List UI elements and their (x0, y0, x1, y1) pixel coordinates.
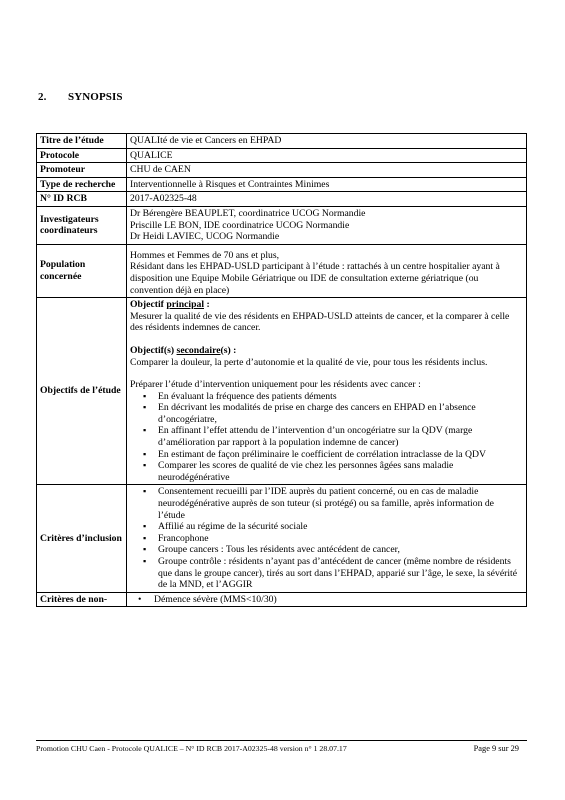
inclusion-list (130, 486, 523, 590)
heading-prefix: Objectif (130, 299, 167, 311)
label-promoteur: Promoteur (37, 163, 127, 178)
list-item: ▪ En estimant de façon préliminaire le coefficient de corrélation intraclasse de la QDV (130, 449, 523, 461)
preparer-text: Préparer l’étude d’intervention uniquement pour les résidents avec cancer : (130, 379, 421, 391)
investigateur-line: Dr Heidi LAVIEC, UCOG Normandie (130, 231, 280, 243)
list-item: ▪ En affinant l’effet attendu de l’intervention d’un oncogériatre sur la QDV (marge d’amélioration par rapport à la population indemne de cancer) (130, 425, 523, 448)
objectif-principal-heading (130, 299, 523, 311)
row-objectifs (37, 298, 527, 485)
value-type: Interventionnelle à Risques et Contraintes Minimes (127, 177, 527, 192)
page-footer (36, 740, 527, 753)
population-line: Hommes et Femmes de 70 ans et plus, (130, 249, 280, 261)
spacer (130, 334, 523, 345)
label-idrcb: N° ID RCB (37, 192, 127, 207)
value-objectifs (127, 298, 527, 485)
value-promoteur: CHU de CAEN (127, 163, 527, 178)
row-type (37, 177, 527, 192)
heading-underlined: secondaire (176, 344, 221, 356)
heading-suffix: : (204, 299, 210, 311)
label-objectifs: Objectifs de l’étude (37, 298, 127, 485)
synopsis-table (36, 133, 527, 607)
investigateur-line: Priscille LE BON, IDE coordinatrice UCOG Normandie (130, 219, 350, 231)
label-type: Type de recherche (37, 177, 127, 192)
spacer (130, 368, 523, 379)
label-protocole: Protocole (37, 148, 127, 163)
section-number: 2. (38, 91, 47, 103)
list-item: ▪ Groupe contrôle : résidents n’ayant pas d’antécédent de cancer (même nombre de résidents que dans le groupe cancer), tirés au sort dans l’EHPAD, apparié sur l’âge, le sexe, la sévérité de la MND, et l’AGGIR (130, 556, 523, 591)
population-line: Résidant dans les EHPAD-USLD participant à l’étude : rattachés à un centre hospitalier ayant à disposition une Equipe Mobile Gériatrique ou IDE de consultation externe gériatrique (ou convention déjà en place) (130, 261, 500, 296)
list-item: ▪ Affilié au régime de la sécurité sociale (130, 521, 523, 533)
non-inclusion-list (130, 594, 523, 606)
value-titre: QUALIté de vie et Cancers en EHPAD (127, 134, 527, 149)
value-idrcb: 2017-A02325-48 (127, 192, 527, 207)
value-non-inclusion (127, 592, 527, 607)
label-population: Population concernée (37, 244, 127, 297)
row-protocole (37, 148, 527, 163)
label-inclusion: Critères d’inclusion (37, 485, 127, 592)
row-non-inclusion (37, 592, 527, 607)
section-title: SYNOPSIS (68, 91, 123, 103)
row-idrcb (37, 192, 527, 207)
list-item: ▪ Consentement recueilli par l’IDE auprès du patient concerné, ou en cas de maladie neurodégénérative auprès de son tuteur (si protégé) ou sa famille, après information de l’étude (130, 486, 523, 521)
row-inclusion (37, 485, 527, 592)
heading-underlined: principal (166, 299, 205, 311)
section-heading (38, 91, 123, 103)
row-population (37, 244, 527, 297)
value-population (127, 244, 527, 297)
value-inclusion (127, 485, 527, 592)
label-non-inclusion: Critères de non- (37, 592, 127, 607)
objectifs-list (130, 391, 523, 484)
objectif-secondaire-text: Comparer la douleur, la perte d’autonomie et la qualité de vie, pour tous les résidents inclus. (130, 356, 488, 368)
label-investigateurs: Investigateurs coordinateurs (37, 206, 127, 244)
list-item: ▪ Comparer les scores de qualité de vie chez les personnes âgées sans maladie neurodégénérative (130, 460, 523, 483)
footer-text: Promotion CHU Caen - Protocole QUALICE – N° ID RCB 2017-A02325-48 version n° 1 28.07.17 (36, 744, 347, 753)
objectif-principal-text: Mesurer la qualité de vie des résidents en EHPAD-USLD atteints de cancer, et la comparer à celle des résidents indemnes de cancer. (130, 310, 510, 334)
list-item: ▪ Francophone (130, 533, 523, 545)
list-item: ▪ En évaluant la fréquence des patients déments (130, 391, 523, 403)
label-titre: Titre de l’étude (37, 134, 127, 149)
list-item: ▪ Groupe cancers : Tous les résidents avec antécédent de cancer, (130, 544, 523, 556)
value-protocole: QUALICE (127, 148, 527, 163)
page-number: Page 9 sur 29 (473, 744, 519, 753)
objectif-secondaire-heading (130, 345, 523, 357)
list-item: • Démence sévère (MMS<10/30) (130, 594, 523, 606)
row-titre (37, 134, 527, 149)
investigateur-line: Dr Bérengère BEAUPLET, coordinatrice UCOG Normandie (130, 207, 366, 219)
heading-prefix: Objectif(s) (130, 344, 177, 356)
value-investigateurs (127, 206, 527, 244)
row-investigateurs (37, 206, 527, 244)
list-item: ▪ En décrivant les modalités de prise en charge des cancers en EHPAD en l’absence d’oncogériatre, (130, 402, 523, 425)
heading-suffix: (s) : (220, 344, 237, 356)
row-promoteur (37, 163, 527, 178)
